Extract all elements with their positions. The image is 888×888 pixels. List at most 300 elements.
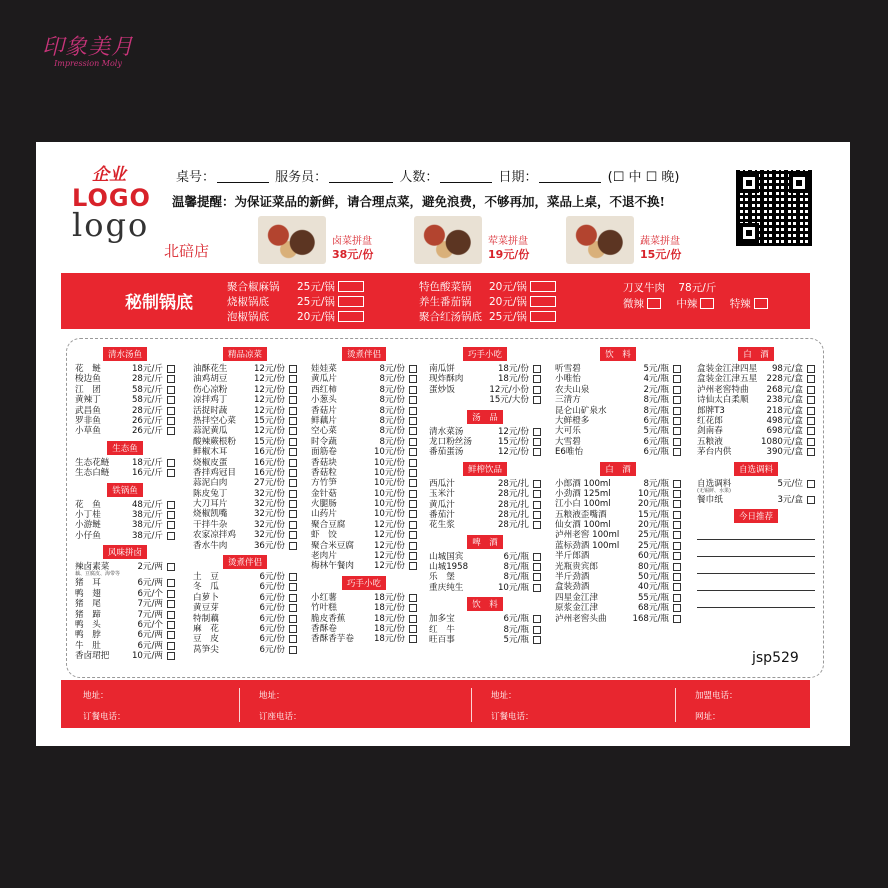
item-name: 西瓜汁 [429, 478, 455, 489]
checkbox[interactable] [167, 642, 175, 650]
menu-item[interactable] [429, 437, 541, 447]
menu-item[interactable] [429, 385, 541, 395]
checkbox[interactable] [647, 298, 661, 309]
item-name: 活捉时蔬 [193, 405, 228, 416]
item-name: 烧椒皮蛋 [193, 457, 228, 468]
checkbox[interactable] [289, 438, 297, 446]
checkbox[interactable] [167, 621, 175, 629]
checkbox[interactable] [807, 448, 815, 456]
checkbox[interactable] [289, 594, 297, 602]
menu-item[interactable] [311, 406, 417, 416]
checkbox[interactable] [409, 427, 417, 435]
checkbox[interactable] [533, 615, 541, 623]
checkbox[interactable] [289, 448, 297, 456]
menu-item[interactable] [429, 614, 541, 624]
hotpot-item[interactable] [419, 294, 556, 309]
menu-item[interactable] [311, 509, 417, 519]
section-header [193, 347, 297, 361]
checkbox[interactable] [409, 469, 417, 477]
menu-item[interactable] [311, 426, 417, 436]
checkbox[interactable] [754, 298, 768, 309]
menu-item[interactable] [193, 645, 297, 655]
checkbox[interactable] [807, 386, 815, 394]
menu-item[interactable] [429, 479, 541, 489]
checkbox[interactable] [167, 652, 175, 660]
menu-item[interactable] [75, 416, 175, 426]
menu-grid [66, 338, 824, 678]
menu-item[interactable] [311, 395, 417, 405]
menu-item[interactable] [193, 416, 297, 426]
menu-item[interactable] [193, 385, 297, 395]
item-price: 38元/斤 [131, 520, 163, 531]
menu-item[interactable] [311, 541, 417, 551]
menu-item[interactable] [697, 437, 815, 447]
checkbox[interactable] [533, 553, 541, 561]
checkbox[interactable] [167, 631, 175, 639]
menu-item[interactable] [75, 385, 175, 395]
checkbox[interactable] [409, 365, 417, 373]
menu-item[interactable] [75, 620, 175, 630]
menu-item[interactable] [193, 458, 297, 468]
menu-item[interactable] [311, 614, 417, 624]
checkbox[interactable] [533, 584, 541, 592]
checkbox[interactable] [673, 417, 681, 425]
menu-item[interactable] [429, 625, 541, 635]
menu-item[interactable] [429, 489, 541, 499]
checkbox[interactable] [673, 365, 681, 373]
menu-item[interactable] [193, 520, 297, 530]
menu-item[interactable] [555, 395, 681, 405]
menu-item[interactable] [193, 468, 297, 478]
hotpot-item[interactable] [227, 279, 364, 294]
checkbox[interactable] [409, 407, 417, 415]
checkbox[interactable] [673, 542, 681, 550]
menu-item[interactable] [193, 374, 297, 384]
meal-choice[interactable]: (☐ 中 ☐ 晚) [607, 170, 680, 185]
checkbox[interactable] [807, 396, 815, 404]
checkbox[interactable] [167, 459, 175, 467]
checkbox[interactable] [167, 469, 175, 477]
checkbox[interactable] [533, 521, 541, 529]
checkbox[interactable] [338, 296, 364, 307]
menu-item[interactable] [311, 385, 417, 395]
join-label: 加盟电话： [695, 691, 738, 701]
checkbox[interactable] [289, 386, 297, 394]
menu-item[interactable] [75, 406, 175, 416]
menu-item[interactable] [555, 603, 681, 613]
checkbox[interactable] [533, 563, 541, 571]
menu-item[interactable] [555, 385, 681, 395]
menu-item[interactable] [311, 634, 417, 644]
checkbox[interactable] [807, 496, 815, 504]
checkbox[interactable] [338, 311, 364, 322]
checkbox[interactable] [167, 532, 175, 540]
menu-item[interactable] [429, 364, 541, 374]
menu-item[interactable] [697, 364, 815, 374]
checkbox[interactable] [533, 501, 541, 509]
checkbox[interactable] [533, 386, 541, 394]
checkbox[interactable] [409, 552, 417, 560]
checkbox[interactable] [167, 396, 175, 404]
checkbox[interactable] [167, 417, 175, 425]
checkbox[interactable] [289, 583, 297, 591]
menu-item[interactable] [697, 406, 815, 416]
checkbox[interactable] [807, 438, 815, 446]
menu-item[interactable] [429, 374, 541, 384]
checkbox[interactable] [289, 469, 297, 477]
checkbox[interactable] [409, 417, 417, 425]
menu-item[interactable] [555, 437, 681, 447]
checkbox[interactable] [673, 500, 681, 508]
checkbox[interactable] [673, 448, 681, 456]
checkbox[interactable] [167, 407, 175, 415]
checkbox[interactable] [289, 531, 297, 539]
checkbox[interactable] [167, 600, 175, 608]
checkbox[interactable] [533, 375, 541, 383]
menu-item[interactable] [429, 500, 541, 510]
checkbox[interactable] [289, 427, 297, 435]
menu-item[interactable] [75, 589, 175, 599]
waiter-field[interactable] [329, 182, 393, 183]
checkbox[interactable] [409, 448, 417, 456]
checkbox[interactable] [409, 604, 417, 612]
item-name: 伤心凉粉 [193, 384, 228, 395]
menu-item[interactable] [311, 458, 417, 468]
write-in-line[interactable] [697, 561, 815, 574]
menu-item[interactable] [193, 406, 297, 416]
item-price: 28元/斤 [131, 374, 163, 385]
menu-item[interactable] [193, 593, 297, 603]
menu-item[interactable] [429, 562, 541, 572]
checkbox[interactable] [533, 636, 541, 644]
menu-item[interactable] [555, 416, 681, 426]
menu-item[interactable] [193, 395, 297, 405]
checkbox[interactable] [530, 311, 556, 322]
date-field[interactable] [539, 182, 601, 183]
checkbox[interactable] [409, 459, 417, 467]
checkbox[interactable] [533, 396, 541, 404]
menu-item[interactable] [193, 437, 297, 447]
checkbox[interactable] [673, 438, 681, 446]
checkbox[interactable] [673, 573, 681, 581]
checkbox[interactable] [533, 490, 541, 498]
menu-item[interactable] [75, 531, 175, 541]
menu-item[interactable] [75, 610, 175, 620]
checkbox[interactable] [673, 531, 681, 539]
notice-text: 温馨提醒：为保证菜品的新鲜，请合理点菜，避免浪费，不够再加，菜品上桌，不退不换! [172, 194, 665, 209]
menu-item[interactable] [311, 530, 417, 540]
menu-item[interactable] [697, 479, 815, 489]
menu-item[interactable] [555, 406, 681, 416]
checkbox[interactable] [409, 386, 417, 394]
menu-item[interactable] [193, 582, 297, 592]
menu-item[interactable] [75, 500, 175, 510]
menu-item[interactable] [75, 374, 175, 384]
checkbox[interactable] [673, 615, 681, 623]
checkbox[interactable] [167, 386, 175, 394]
menu-item[interactable] [555, 374, 681, 384]
checkbox[interactable] [807, 417, 815, 425]
menu-item[interactable] [555, 510, 681, 520]
menu-item[interactable] [75, 562, 175, 572]
checkbox[interactable] [167, 579, 175, 587]
checkbox[interactable] [289, 573, 297, 581]
checkbox[interactable] [673, 594, 681, 602]
checkbox[interactable] [289, 646, 297, 654]
table-field[interactable] [217, 182, 269, 183]
checkbox[interactable] [530, 281, 556, 292]
menu-item[interactable] [697, 447, 815, 457]
menu-item[interactable] [429, 395, 541, 405]
checkbox[interactable] [289, 396, 297, 404]
menu-item[interactable] [193, 489, 297, 499]
checkbox[interactable] [807, 365, 815, 373]
checkbox[interactable] [409, 542, 417, 550]
checkbox[interactable] [807, 480, 815, 488]
menu-item[interactable] [193, 634, 297, 644]
menu-item[interactable] [555, 551, 681, 561]
checkbox[interactable] [289, 500, 297, 508]
checkbox[interactable] [409, 375, 417, 383]
checkbox[interactable] [673, 604, 681, 612]
menu-item[interactable] [429, 583, 541, 593]
checkbox[interactable] [409, 615, 417, 623]
checkbox[interactable] [533, 365, 541, 373]
menu-item[interactable] [311, 468, 417, 478]
checkbox[interactable] [167, 501, 175, 509]
menu-item[interactable] [555, 447, 681, 457]
checkbox[interactable] [673, 427, 681, 435]
menu-item[interactable] [697, 495, 815, 505]
menu-item[interactable] [555, 364, 681, 374]
item-price: 6元/份 [259, 644, 285, 655]
checkbox[interactable] [673, 480, 681, 488]
checkbox[interactable] [409, 438, 417, 446]
menu-item[interactable] [311, 499, 417, 509]
menu-item[interactable] [75, 426, 175, 436]
checkbox[interactable] [409, 635, 417, 643]
checkbox[interactable] [167, 427, 175, 435]
menu-item[interactable] [429, 572, 541, 582]
checkbox[interactable] [289, 542, 297, 550]
checkbox[interactable] [409, 510, 417, 518]
menu-item[interactable] [193, 364, 297, 374]
write-in-line[interactable] [697, 578, 815, 591]
checkbox[interactable] [289, 459, 297, 467]
checkbox[interactable] [289, 635, 297, 643]
menu-item[interactable] [193, 499, 297, 509]
menu-item[interactable] [75, 458, 175, 468]
item-name: 黄辣丁 [75, 395, 101, 406]
checkbox[interactable] [289, 625, 297, 633]
guests-field[interactable] [440, 182, 492, 183]
checkbox[interactable] [289, 365, 297, 373]
checkbox[interactable] [409, 500, 417, 508]
menu-item[interactable] [311, 447, 417, 457]
menu-item[interactable] [193, 509, 297, 519]
beef-item[interactable] [623, 280, 716, 295]
write-in-line[interactable] [697, 527, 815, 540]
menu-item[interactable] [697, 416, 815, 426]
checkbox[interactable] [167, 521, 175, 529]
menu-item[interactable] [429, 427, 541, 437]
menu-item[interactable] [311, 478, 417, 488]
hotpot-item[interactable] [419, 279, 556, 294]
menu-item[interactable] [429, 552, 541, 562]
checkbox[interactable] [289, 521, 297, 529]
checkbox[interactable] [289, 615, 297, 623]
checkbox[interactable] [409, 594, 417, 602]
menu-item[interactable] [75, 510, 175, 520]
section-header [193, 555, 297, 569]
web-label: 网址： [695, 712, 721, 722]
menu-item[interactable] [555, 582, 681, 592]
logo-company: 企业 [92, 165, 126, 185]
menu-item[interactable] [555, 479, 681, 489]
menu-item[interactable] [75, 520, 175, 530]
menu-item[interactable] [555, 520, 681, 530]
menu-item[interactable] [555, 489, 681, 499]
checkbox[interactable] [530, 296, 556, 307]
menu-item[interactable] [697, 374, 815, 384]
checkbox[interactable] [673, 583, 681, 591]
checkbox[interactable] [533, 428, 541, 436]
checkbox[interactable] [409, 479, 417, 487]
menu-item[interactable] [75, 364, 175, 374]
checkbox[interactable] [409, 521, 417, 529]
checkbox[interactable] [533, 573, 541, 581]
checkbox[interactable] [338, 281, 364, 292]
menu-item[interactable] [555, 572, 681, 582]
write-in-line[interactable] [697, 595, 815, 608]
menu-item[interactable] [311, 624, 417, 634]
write-in-line[interactable] [697, 544, 815, 557]
menu-item[interactable] [193, 447, 297, 457]
checkbox[interactable] [167, 511, 175, 519]
hotpot-item[interactable] [227, 294, 364, 309]
checkbox[interactable] [409, 625, 417, 633]
checkbox[interactable] [289, 417, 297, 425]
menu-item[interactable] [311, 520, 417, 530]
checkbox[interactable] [167, 563, 175, 571]
menu-item[interactable] [697, 385, 815, 395]
checkbox[interactable] [673, 386, 681, 394]
menu-item[interactable] [75, 599, 175, 609]
checkbox[interactable] [289, 604, 297, 612]
item-name: 老肉片 [311, 551, 337, 562]
item-name: 仙女酒 100ml [555, 520, 611, 531]
checkbox[interactable] [409, 490, 417, 498]
menu-item[interactable] [75, 468, 175, 478]
menu-item[interactable] [311, 561, 417, 571]
checkbox[interactable] [533, 626, 541, 634]
checkbox[interactable] [807, 407, 815, 415]
checkbox[interactable] [807, 375, 815, 383]
menu-item[interactable] [311, 551, 417, 561]
menu-item[interactable] [697, 426, 815, 436]
checkbox[interactable] [289, 407, 297, 415]
hotpot-item[interactable] [419, 309, 556, 324]
menu-item[interactable] [697, 395, 815, 405]
checkbox[interactable] [167, 590, 175, 598]
menu-item[interactable] [193, 572, 297, 582]
checkbox[interactable] [533, 480, 541, 488]
menu-item[interactable] [311, 603, 417, 613]
checkbox[interactable] [673, 563, 681, 571]
item-price: 36元/份 [253, 540, 285, 551]
checkbox[interactable] [533, 511, 541, 519]
hotpot-item[interactable] [227, 309, 364, 324]
checkbox[interactable] [673, 375, 681, 383]
menu-item[interactable] [193, 426, 297, 436]
checkbox[interactable] [409, 396, 417, 404]
checkbox[interactable] [289, 479, 297, 487]
checkbox[interactable] [533, 438, 541, 446]
checkbox[interactable] [167, 375, 175, 383]
checkbox[interactable] [807, 427, 815, 435]
checkbox[interactable] [289, 490, 297, 498]
menu-item[interactable] [555, 541, 681, 551]
checkbox[interactable] [289, 510, 297, 518]
menu-item[interactable] [193, 614, 297, 624]
menu-item[interactable] [555, 562, 681, 572]
menu-item[interactable] [429, 447, 541, 457]
checkbox[interactable] [673, 407, 681, 415]
checkbox[interactable] [673, 521, 681, 529]
menu-item[interactable] [193, 603, 297, 613]
item-name: 聚合豆腐 [311, 519, 346, 530]
menu-item[interactable] [75, 651, 175, 661]
menu-item[interactable] [311, 374, 417, 384]
checkbox[interactable] [409, 562, 417, 570]
checkbox[interactable] [409, 531, 417, 539]
menu-item[interactable] [75, 641, 175, 651]
menu-item[interactable] [555, 593, 681, 603]
section-header [697, 347, 815, 361]
checkbox[interactable] [289, 375, 297, 383]
checkbox[interactable] [673, 396, 681, 404]
checkbox[interactable] [673, 490, 681, 498]
menu-item[interactable] [311, 416, 417, 426]
menu-item[interactable] [311, 593, 417, 603]
menu-item[interactable] [429, 520, 541, 530]
checkbox[interactable] [167, 611, 175, 619]
checkbox[interactable] [167, 365, 175, 373]
checkbox[interactable] [673, 511, 681, 519]
menu-item[interactable] [75, 578, 175, 588]
menu-item[interactable] [555, 426, 681, 436]
menu-item[interactable] [75, 630, 175, 640]
menu-item[interactable] [75, 395, 175, 405]
menu-item[interactable] [193, 624, 297, 634]
menu-item[interactable] [555, 614, 681, 624]
item-price: 68元/瓶 [637, 603, 669, 614]
checkbox[interactable] [700, 298, 714, 309]
checkbox[interactable] [673, 552, 681, 560]
item-name: 油酥花生 [193, 364, 228, 374]
menu-item[interactable] [193, 541, 297, 551]
menu-item[interactable] [429, 510, 541, 520]
menu-item[interactable] [555, 530, 681, 540]
menu-item[interactable] [311, 489, 417, 499]
menu-item[interactable] [311, 437, 417, 447]
menu-item[interactable] [311, 364, 417, 374]
menu-item[interactable] [193, 478, 297, 488]
menu-item[interactable] [555, 499, 681, 509]
checkbox[interactable] [533, 448, 541, 456]
menu-item[interactable] [429, 635, 541, 645]
menu-item[interactable] [193, 530, 297, 540]
